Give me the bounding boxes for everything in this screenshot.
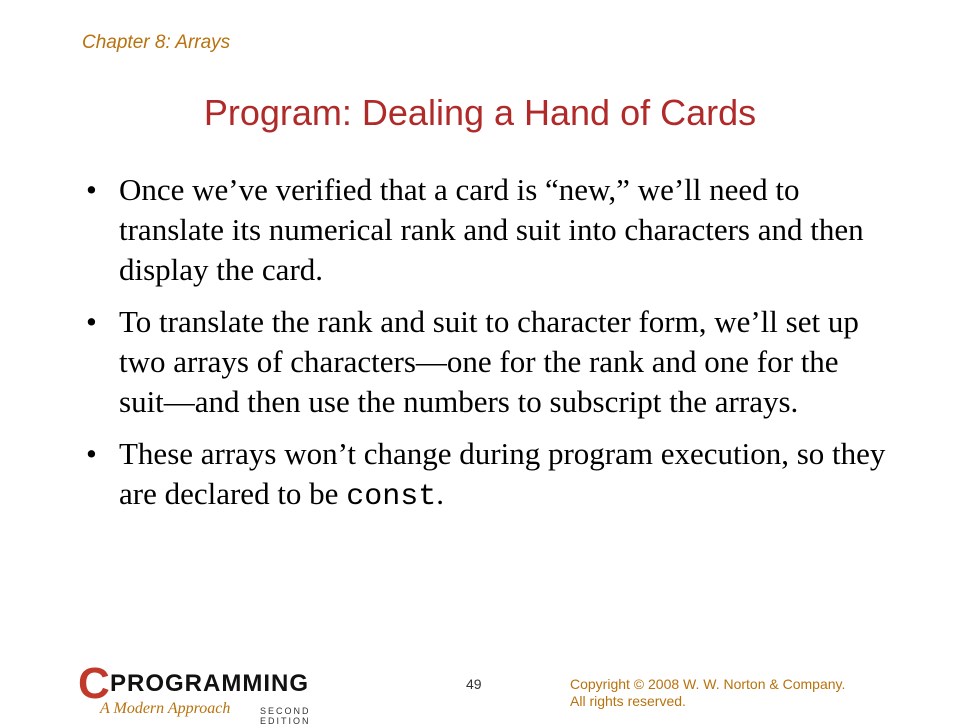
slide-title: Program: Dealing a Hand of Cards	[203, 92, 757, 133]
bullet-icon: •	[86, 172, 97, 207]
logo-subtitle: A Modern Approach	[100, 700, 231, 717]
copyright-line-1: Copyright © 2008 W. W. Norton & Company.	[570, 676, 846, 692]
bullet-text-after: .	[436, 476, 444, 511]
bullet-text: Once we’ve verified that a card is “new,” we’ll need to translate its numerical rank and suit into characters and then display the card.	[119, 172, 864, 287]
bullet-text	[119, 436, 886, 514]
bullet-item	[86, 434, 886, 517]
page-number: 49	[466, 676, 482, 692]
bullet-text: To translate the rank and suit to character form, we’ll set up two arrays of characters—one for the rank and one for the suit—and then use the numbers to subscript the arrays.	[119, 304, 859, 419]
bullet-item	[86, 302, 886, 422]
logo-word: PROGRAMMING	[110, 670, 309, 697]
copyright-notice	[570, 676, 900, 710]
bullet-icon: •	[86, 304, 97, 339]
logo-letter: C	[78, 659, 110, 708]
bullet-icon: •	[86, 436, 97, 471]
bullet-list	[86, 170, 886, 529]
logo-edition: SECOND EDITION	[260, 706, 311, 726]
code-keyword: const	[346, 480, 437, 514]
chapter-label: Chapter 8: Arrays	[82, 32, 231, 53]
bullet-item	[86, 170, 886, 290]
copyright-line-2: All rights reserved.	[570, 693, 686, 709]
bullet-text-before: These arrays won’t change during program execution, so they are declared to be	[119, 436, 886, 511]
book-logo	[78, 659, 358, 726]
